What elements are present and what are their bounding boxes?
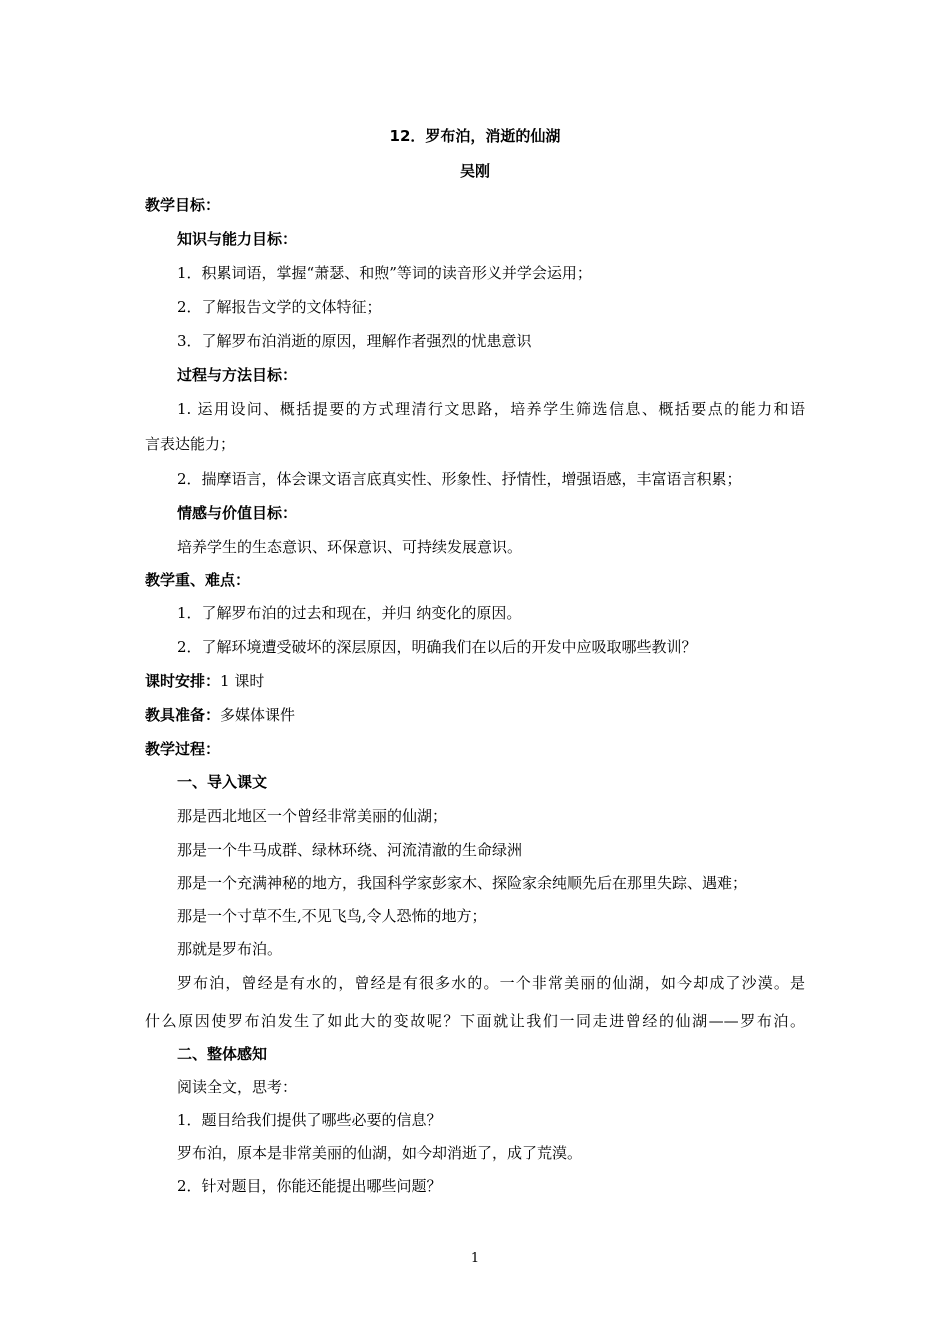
emotion-goal-item: 培养学生的生态意识、环保意识、可持续发展意识。: [177, 538, 523, 556]
knowledge-goals-heading: 知识与能力目标：: [177, 230, 298, 248]
schedule-row: [145, 671, 264, 691]
part1-heading: 一、导入课文: [177, 773, 268, 791]
process-goals-heading: 过程与方法目标：: [177, 366, 298, 384]
process-goal-item1-line1: 1. 运用设问、概括提要的方式理清行文思路，培养学生筛选信息、概括要点的能力和语: [177, 400, 805, 418]
key-point-item: 1．了解罗布泊的过去和现在，并归 纳变化的原因。: [177, 604, 522, 622]
intro-paragraph-line2: 什么原因使罗布泊发生了如此大的变故呢？下面就让我们一同走进曾经的仙湖——罗布泊。: [145, 1012, 805, 1030]
intro-paragraph-line1: 罗布泊，曾经是有水的，曾经是有很多水的。一个非常美丽的仙湖，如今却成了沙漠。是: [177, 974, 805, 992]
intro-line: 那就是罗布泊。: [177, 940, 283, 958]
intro-line: 那是一个寸草不生,不见飞鸟,令人恐怖的地方；: [177, 907, 487, 925]
intro-line: 那是一个充满神秘的地方，我国科学家彭家木、探险家余纯顺先后在那里失踪、遇难；: [177, 874, 748, 892]
intro-line: 那是一个牛马成群、绿林环绕、河流清澈的生命绿洲: [177, 841, 523, 859]
emotion-goals-heading: 情感与价值目标：: [177, 504, 298, 522]
tools-row: [145, 705, 295, 725]
document-title: 12．罗布泊，消逝的仙湖: [389, 127, 561, 145]
schedule-label: 课时安排：: [145, 672, 221, 690]
process-heading: 教学过程：: [145, 740, 221, 758]
perception-line: 罗布泊，原本是非常美丽的仙湖，如今却消逝了，成了荒漠。: [177, 1144, 583, 1162]
process-goal-item2: 2．揣摩语言，体会课文语言底真实性、形象性、抒情性，增强语感，丰富语言积累；: [177, 470, 742, 488]
intro-line: 那是西北地区一个曾经非常美丽的仙湖；: [177, 807, 448, 825]
tools-value: 多媒体课件: [220, 706, 296, 724]
document-author: 吴刚: [459, 162, 490, 180]
tools-label: 教具准备：: [145, 706, 221, 724]
key-points-heading: 教学重、难点：: [145, 571, 251, 589]
knowledge-goal-item: 1．积累词语，掌握“萧瑟、和煦”等词的读音形义并学会运用；: [177, 264, 592, 282]
perception-line: 1．题目给我们提供了哪些必要的信息？: [177, 1111, 442, 1129]
key-point-item: 2．了解环境遭受破坏的深层原因，明确我们在以后的开发中应吸取哪些教训？: [177, 638, 697, 656]
knowledge-goal-item: 3．了解罗布泊消逝的原因，理解作者强烈的忧患意识: [177, 332, 532, 350]
page-number: 1: [470, 1251, 480, 1266]
process-goal-item1-line2: 言表达能力；: [145, 435, 236, 453]
perception-line: 2．针对题目，你能还能提出哪些问题？: [177, 1177, 442, 1195]
teaching-goals-heading: 教学目标：: [145, 196, 221, 214]
perception-line: 阅读全文，思考：: [177, 1078, 298, 1096]
knowledge-goal-item: 2．了解报告文学的文体特征；: [177, 298, 382, 316]
part2-heading: 二、整体感知: [177, 1045, 268, 1063]
schedule-value: 1 课时: [220, 672, 265, 690]
